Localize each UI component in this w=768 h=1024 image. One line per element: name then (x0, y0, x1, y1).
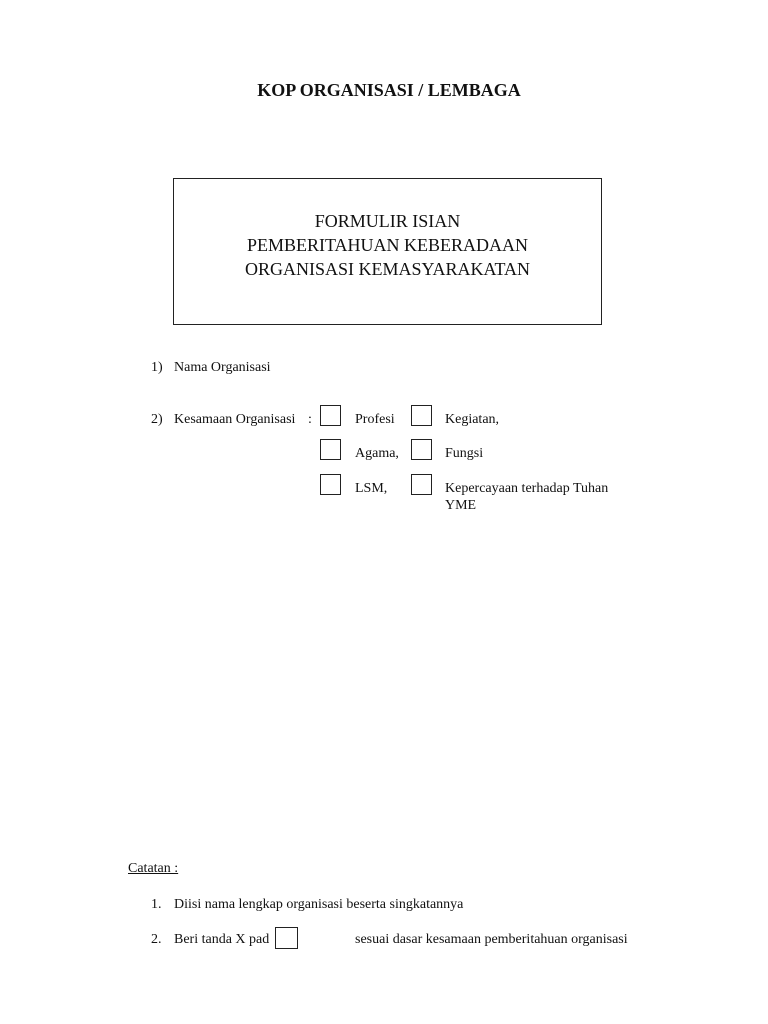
lsm-checkbox[interactable] (320, 474, 341, 495)
field-1-number: 1) (151, 360, 163, 375)
lsm-label: LSM, (355, 481, 388, 496)
note-1-number: 1. (151, 897, 162, 912)
note-2-text-before: Beri tanda X pad (174, 932, 270, 947)
profesi-checkbox[interactable] (320, 405, 341, 426)
fungsi-checkbox[interactable] (411, 439, 432, 460)
kepercayaan-checkbox[interactable] (411, 474, 432, 495)
note-2-number: 2. (151, 932, 162, 947)
field-2-separator: : (308, 412, 312, 427)
agama-label: Agama, (355, 446, 399, 461)
kepercayaan-label-line-1: Kepercayaan terhadap Tuhan (445, 481, 609, 496)
note-2-text-after: sesuai dasar kesamaan pemberitahuan organisasi (355, 932, 628, 947)
kepercayaan-label-line-2: YME (445, 498, 477, 513)
note-example-checkbox (275, 927, 298, 949)
notes-title: Catatan : (128, 861, 179, 876)
fungsi-label: Fungsi (445, 446, 484, 461)
form-title-box (173, 178, 602, 325)
note-1-text: Diisi nama lengkap organisasi beserta singkatannya (174, 897, 464, 912)
letterhead-title: KOP ORGANISASI / LEMBAGA (257, 80, 521, 100)
field-1-label: Nama Organisasi (174, 360, 271, 375)
agama-checkbox[interactable] (320, 439, 341, 460)
field-2-number: 2) (151, 412, 163, 427)
profesi-label: Profesi (355, 412, 395, 427)
form-title-line-3: ORGANISASI KEMASYARAKATAN (244, 259, 531, 279)
form-title-line-2: PEMBERITAHUAN KEBERADAAN (246, 235, 529, 255)
form-title-line-1: FORMULIR ISIAN (314, 211, 461, 231)
field-2-label: Kesamaan Organisasi (174, 412, 296, 427)
kegiatan-label: Kegiatan, (445, 412, 500, 427)
kegiatan-checkbox[interactable] (411, 405, 432, 426)
